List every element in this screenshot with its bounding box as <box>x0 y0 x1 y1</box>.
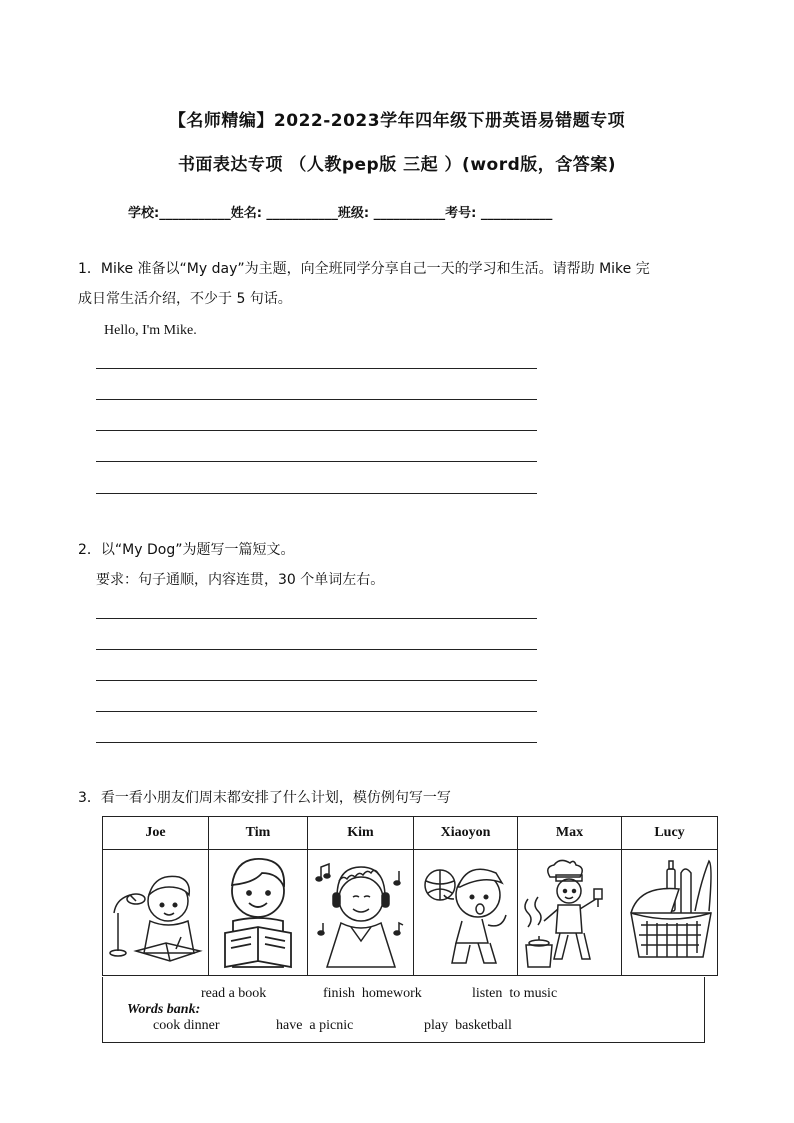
name-kim: Kim <box>308 817 414 850</box>
question-1-starter: Hello, I'm Mike. <box>104 323 197 338</box>
name-lucy: Lucy <box>622 817 718 850</box>
word-bank-item: play basketball <box>424 1018 512 1033</box>
activity-picture-table <box>102 816 718 976</box>
student-info-line: 学校:___________姓名: ___________班级: ___________考号: ___________ <box>128 206 553 221</box>
word-bank-item: cook dinner <box>153 1018 220 1033</box>
answer-line[interactable] <box>96 711 537 712</box>
answer-line[interactable] <box>96 430 537 431</box>
word-bank-item: have a picnic <box>276 1018 354 1033</box>
word-bank-item: listen to music <box>472 986 558 1001</box>
question-3-text: 3．看一看小朋友们周末都安排了什么计划，模仿例句写一写 <box>78 790 451 806</box>
question-2-line2: 要求：句子通顺，内容连贯，30 个单词左右。 <box>96 572 385 588</box>
page-subtitle: 书面表达专项 （人教pep版 三起 ）(word版，含答案) <box>177 155 617 175</box>
question-2-line1: 2．以“My Dog”为题写一篇短文。 <box>78 542 295 558</box>
answer-line[interactable] <box>96 649 537 650</box>
answer-line[interactable] <box>96 368 537 369</box>
boy-reading-icon <box>209 850 308 976</box>
word-bank <box>102 977 705 1043</box>
boy-studying-icon <box>103 850 209 976</box>
word-bank-title: Words bank: <box>127 1002 201 1017</box>
name-joe: Joe <box>103 817 209 850</box>
question-1-line2: 成日常生活介绍，不少于 5 句话。 <box>78 291 292 307</box>
chef-cooking-icon <box>518 850 622 976</box>
question-1-line1: 1．Mike 准备以“My day”为主题，向全班同学分享自己一天的学习和生活。请帮助 Mike 完 <box>78 261 650 277</box>
boy-basketball-icon <box>414 850 518 976</box>
girl-headphones-icon <box>308 850 414 976</box>
answer-line[interactable] <box>96 618 537 619</box>
word-bank-item: finish homework <box>323 986 422 1001</box>
page-title: 【名师精编】2022-2023学年四年级下册英语易错题专项 <box>168 111 626 131</box>
answer-line[interactable] <box>96 399 537 400</box>
answer-line[interactable] <box>96 461 537 462</box>
picnic-basket-icon <box>622 850 718 976</box>
answer-line[interactable] <box>96 742 537 743</box>
name-xiaoyon: Xiaoyon <box>414 817 518 850</box>
word-bank-item: read a book <box>201 986 267 1001</box>
answer-line[interactable] <box>96 493 537 494</box>
name-tim: Tim <box>209 817 308 850</box>
answer-line[interactable] <box>96 680 537 681</box>
name-max: Max <box>518 817 622 850</box>
